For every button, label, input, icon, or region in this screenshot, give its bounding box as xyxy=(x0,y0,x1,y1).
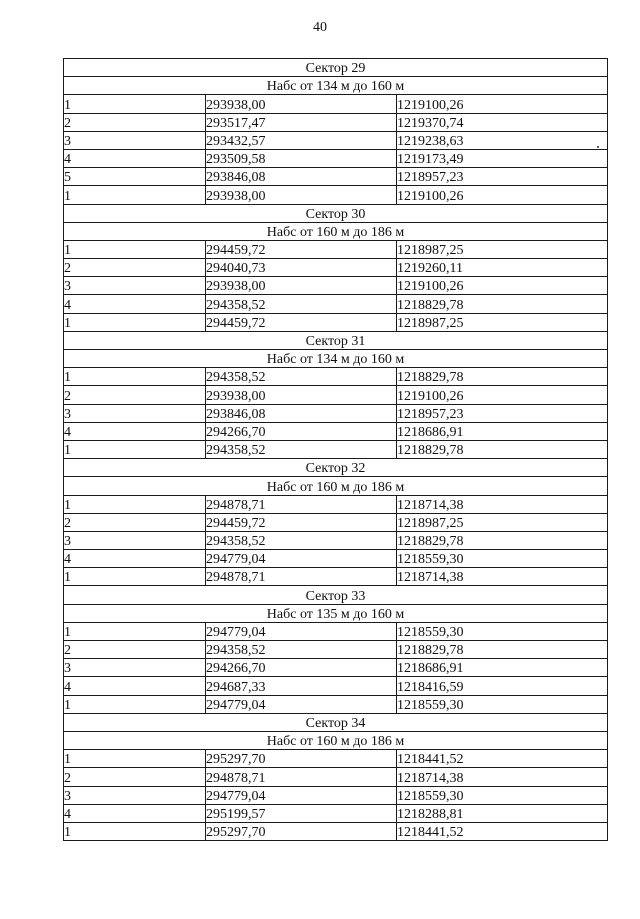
table-row xyxy=(64,495,608,513)
point-number: 1 xyxy=(64,568,206,586)
height-range-row xyxy=(64,222,608,240)
point-number: 4 xyxy=(64,677,206,695)
table-row xyxy=(64,422,608,440)
point-number: 3 xyxy=(64,531,206,549)
point-number: 1 xyxy=(64,622,206,640)
point-number: 2 xyxy=(64,259,206,277)
point-number: 1 xyxy=(64,495,206,513)
x-coordinate: 295297,70 xyxy=(206,822,397,840)
x-coordinate: 293938,00 xyxy=(206,277,397,295)
sector-title: Сектор 30 xyxy=(64,204,608,222)
y-coordinate: 1218416,59 xyxy=(397,677,608,695)
table-row xyxy=(64,149,608,167)
point-number: 4 xyxy=(64,422,206,440)
x-coordinate: 294358,52 xyxy=(206,295,397,313)
table-row xyxy=(64,695,608,713)
coordinates-table xyxy=(63,58,608,841)
y-coordinate: 1219100,26 xyxy=(397,95,608,113)
x-coordinate: 294040,73 xyxy=(206,259,397,277)
x-coordinate: 294358,52 xyxy=(206,440,397,458)
x-coordinate: 294687,33 xyxy=(206,677,397,695)
sector-header-row xyxy=(64,586,608,604)
height-range-row xyxy=(64,77,608,95)
table-row xyxy=(64,531,608,549)
x-coordinate: 294878,71 xyxy=(206,768,397,786)
y-coordinate: 1218686,91 xyxy=(397,659,608,677)
point-number: 1 xyxy=(64,695,206,713)
y-coordinate: 1218441,52 xyxy=(397,822,608,840)
x-coordinate: 294459,72 xyxy=(206,240,397,258)
sector-title: Сектор 32 xyxy=(64,459,608,477)
table-row xyxy=(64,786,608,804)
point-number: 2 xyxy=(64,768,206,786)
sector-header-row xyxy=(64,331,608,349)
x-coordinate: 295297,70 xyxy=(206,750,397,768)
point-number: 4 xyxy=(64,295,206,313)
x-coordinate: 294358,52 xyxy=(206,641,397,659)
point-number: 3 xyxy=(64,659,206,677)
coordinates-table-body xyxy=(64,59,608,841)
y-coordinate: 1218987,25 xyxy=(397,240,608,258)
y-coordinate: 1218441,52 xyxy=(397,750,608,768)
table-row xyxy=(64,622,608,640)
y-coordinate: 1218829,78 xyxy=(397,368,608,386)
y-coordinate: 1218559,30 xyxy=(397,695,608,713)
x-coordinate: 293846,08 xyxy=(206,404,397,422)
height-range: Набс от 160 м до 186 м xyxy=(64,222,608,240)
point-number: 5 xyxy=(64,168,206,186)
x-coordinate: 294779,04 xyxy=(206,786,397,804)
x-coordinate: 294878,71 xyxy=(206,495,397,513)
x-coordinate: 293938,00 xyxy=(206,95,397,113)
point-number: 4 xyxy=(64,804,206,822)
y-coordinate: 1218957,23 xyxy=(397,168,608,186)
table-row xyxy=(64,677,608,695)
height-range-row xyxy=(64,604,608,622)
sector-header-row xyxy=(64,459,608,477)
height-range: Набс от 135 м до 160 м xyxy=(64,604,608,622)
x-coordinate: 294459,72 xyxy=(206,513,397,531)
y-coordinate: 1218714,38 xyxy=(397,568,608,586)
point-number: 1 xyxy=(64,368,206,386)
y-coordinate: 1218714,38 xyxy=(397,495,608,513)
y-coordinate: 1218559,30 xyxy=(397,550,608,568)
sector-title: Сектор 34 xyxy=(64,713,608,731)
table-row xyxy=(64,259,608,277)
point-number: 2 xyxy=(64,386,206,404)
x-coordinate: 295199,57 xyxy=(206,804,397,822)
height-range: Набс от 160 м до 186 м xyxy=(64,477,608,495)
point-number: 2 xyxy=(64,641,206,659)
y-coordinate: 1218829,78 xyxy=(397,440,608,458)
height-range-row xyxy=(64,477,608,495)
table-row xyxy=(64,368,608,386)
y-coordinate: 1218829,78 xyxy=(397,295,608,313)
y-coordinate: 1218686,91 xyxy=(397,422,608,440)
point-number: 1 xyxy=(64,313,206,331)
page-number: 40 xyxy=(313,20,327,35)
point-number: 4 xyxy=(64,550,206,568)
x-coordinate: 294358,52 xyxy=(206,531,397,549)
sector-header-row xyxy=(64,59,608,77)
point-number: 1 xyxy=(64,95,206,113)
sector-title: Сектор 31 xyxy=(64,331,608,349)
table-row xyxy=(64,313,608,331)
x-coordinate: 293938,00 xyxy=(206,386,397,404)
point-number: 3 xyxy=(64,277,206,295)
table-row xyxy=(64,240,608,258)
y-coordinate: 1218714,38 xyxy=(397,768,608,786)
y-coordinate: 1219100,26 xyxy=(397,277,608,295)
point-number: 3 xyxy=(64,786,206,804)
y-coordinate: 1218829,78 xyxy=(397,531,608,549)
point-number: 1 xyxy=(64,186,206,204)
point-number: 3 xyxy=(64,404,206,422)
table-row xyxy=(64,659,608,677)
x-coordinate: 294878,71 xyxy=(206,568,397,586)
point-number: 4 xyxy=(64,149,206,167)
table-row xyxy=(64,822,608,840)
point-number: 3 xyxy=(64,131,206,149)
sector-header-row xyxy=(64,713,608,731)
y-coordinate: 1218987,25 xyxy=(397,513,608,531)
y-coordinate: 1219370,74 xyxy=(397,113,608,131)
table-row xyxy=(64,186,608,204)
y-coordinate: 1218957,23 xyxy=(397,404,608,422)
table-row xyxy=(64,295,608,313)
x-coordinate: 294266,70 xyxy=(206,422,397,440)
table-row xyxy=(64,568,608,586)
table-row xyxy=(64,386,608,404)
x-coordinate: 293846,08 xyxy=(206,168,397,186)
x-coordinate: 293509,58 xyxy=(206,149,397,167)
table-row xyxy=(64,550,608,568)
point-number: 1 xyxy=(64,240,206,258)
y-coordinate: 1218987,25 xyxy=(397,313,608,331)
point-number: 2 xyxy=(64,513,206,531)
point-number: 1 xyxy=(64,822,206,840)
table-row xyxy=(64,804,608,822)
height-range-row xyxy=(64,350,608,368)
x-coordinate: 294779,04 xyxy=(206,622,397,640)
point-number: 1 xyxy=(64,440,206,458)
y-coordinate: 1219100,26 xyxy=(397,386,608,404)
x-coordinate: 294779,04 xyxy=(206,695,397,713)
x-coordinate: 293938,00 xyxy=(206,186,397,204)
x-coordinate: 293432,57 xyxy=(206,131,397,149)
x-coordinate: 294266,70 xyxy=(206,659,397,677)
x-coordinate: 294358,52 xyxy=(206,368,397,386)
y-coordinate: 1219173,49 xyxy=(397,149,608,167)
y-coordinate: 1219100,26 xyxy=(397,186,608,204)
table-row xyxy=(64,168,608,186)
y-coordinate: 1219260,11 xyxy=(397,259,608,277)
x-coordinate: 293517,47 xyxy=(206,113,397,131)
height-range: Набс от 134 м до 160 м xyxy=(64,350,608,368)
sector-title: Сектор 33 xyxy=(64,586,608,604)
table-row xyxy=(64,404,608,422)
y-coordinate: 1218559,30 xyxy=(397,622,608,640)
height-range: Набс от 160 м до 186 м xyxy=(64,731,608,749)
x-coordinate: 294779,04 xyxy=(206,550,397,568)
height-range-row xyxy=(64,731,608,749)
table-row xyxy=(64,641,608,659)
table-row xyxy=(64,768,608,786)
y-coordinate: 1218559,30 xyxy=(397,786,608,804)
scan-speck xyxy=(597,146,599,148)
sector-title: Сектор 29 xyxy=(64,59,608,77)
table-row xyxy=(64,750,608,768)
table-row xyxy=(64,113,608,131)
y-coordinate: 1218829,78 xyxy=(397,641,608,659)
table-row xyxy=(64,440,608,458)
y-coordinate: 1219238,63 xyxy=(397,131,608,149)
point-number: 1 xyxy=(64,750,206,768)
table-row xyxy=(64,95,608,113)
height-range: Набс от 134 м до 160 м xyxy=(64,77,608,95)
table-row xyxy=(64,131,608,149)
point-number: 2 xyxy=(64,113,206,131)
x-coordinate: 294459,72 xyxy=(206,313,397,331)
table-row xyxy=(64,513,608,531)
sector-header-row xyxy=(64,204,608,222)
y-coordinate: 1218288,81 xyxy=(397,804,608,822)
table-row xyxy=(64,277,608,295)
